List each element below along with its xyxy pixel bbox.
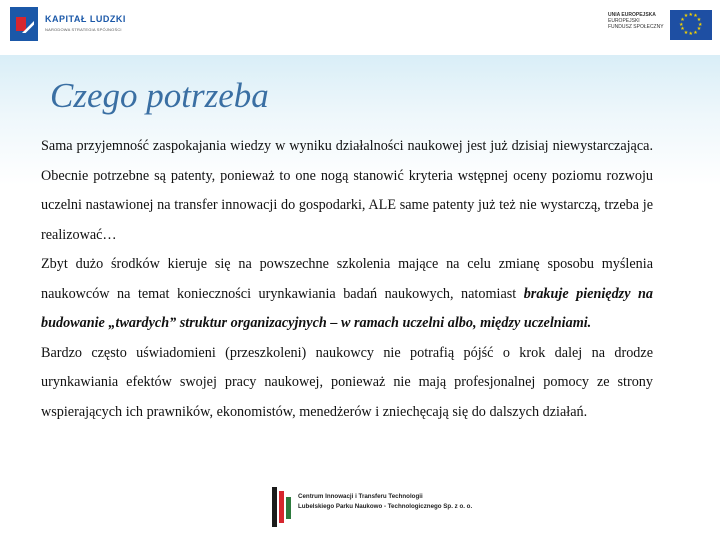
eu-star-icon: ★ — [679, 21, 684, 28]
citt-logo — [266, 485, 473, 529]
eu-logo-line1: UNIA EUROPEJSKA — [608, 12, 656, 18]
citt-logo-line1: Centrum Innowacji i Transferu Technologii — [298, 493, 423, 500]
eu-logo-text — [608, 12, 664, 30]
kapital-ludzki-logo — [3, 0, 125, 50]
eu-star-icon: ★ — [698, 21, 703, 28]
eu-star-icon: ★ — [693, 13, 698, 20]
kapital-ludzki-title: KAPITAŁ LUDZKI — [45, 14, 126, 24]
eu-star-icon: ★ — [696, 16, 702, 23]
eu-star-icon: ★ — [680, 16, 685, 23]
eu-star-icon: ★ — [688, 12, 693, 18]
eu-star-icon: ★ — [693, 29, 698, 36]
paragraph-2 — [41, 250, 653, 339]
paragraph-1-text-c: same patenty już też nie wystarczą, trzeba je realizować… — [41, 197, 653, 243]
paragraph-2-emphasis: brakuje pieniędzy na budowanie „twardych” struktur organizacyjnych – w ramach uczelni albo, między uczelniami. — [41, 285, 653, 331]
slide-title: Czego potrzeba — [50, 76, 269, 115]
kapital-ludzki-mark-icon — [10, 7, 38, 41]
paragraph-2-text-a: Zbyt dużo środków kieruje się na powszechne szkolenia mające na celu zmianę sposobu myślenia naukowców na temat konieczności urynkawiania badań naukowych, natomiast — [41, 256, 653, 302]
eu-flag-icon — [670, 10, 712, 40]
eu-logo-line2: EUROPEJSKI — [608, 18, 640, 24]
slide-body — [41, 132, 653, 427]
eu-star-icon: ★ — [683, 13, 689, 20]
eu-logo-line3: FUNDUSZ SPOŁECZNY — [608, 24, 664, 30]
paragraph-3-text: Bardzo często uświadomieni (przeszkoleni) naukowcy nie potrafią pójść o krok dalej na drodze urynkawiania efektów swojej pracy naukowej, ponieważ nie mają profesjonalnej pomocy ze strony wspierających ich prawników, ekonomistów, menedżerów i zniechęcają się do dalszych działań. — [41, 344, 653, 420]
citt-logo-line2: Lubelskiego Parku Naukowo - Technologicznego Sp. z o. o. — [298, 503, 473, 510]
paragraph-1 — [41, 132, 653, 250]
citt-logo-text — [298, 492, 472, 512]
paragraph-3 — [41, 339, 653, 428]
eu-star-icon: ★ — [696, 26, 702, 33]
citt-mark-icon — [268, 487, 294, 527]
eu-star-icon: ★ — [683, 29, 689, 36]
paragraph-1-text-a: Sama przyjemność zaspokajania wiedzy w wyniku działalności naukowej jest już dzisiaj niewystarczająca. Obecnie potrzebne są patenty, ponieważ to one nogą stanowić kryteria wstępnej oceny poziomu rozwoju uczelni nastawionej na transfer innowacji do gospodarki, — [41, 138, 653, 213]
eu-logo — [602, 8, 714, 44]
eu-star-icon: ★ — [688, 31, 693, 37]
header-bar — [0, 0, 720, 55]
paragraph-1-emphasis: ALE — [368, 197, 396, 213]
kapital-ludzki-subtitle: NARODOWA STRATEGIA SPÓJNOŚCI — [45, 27, 122, 32]
eu-star-icon: ★ — [680, 26, 685, 33]
